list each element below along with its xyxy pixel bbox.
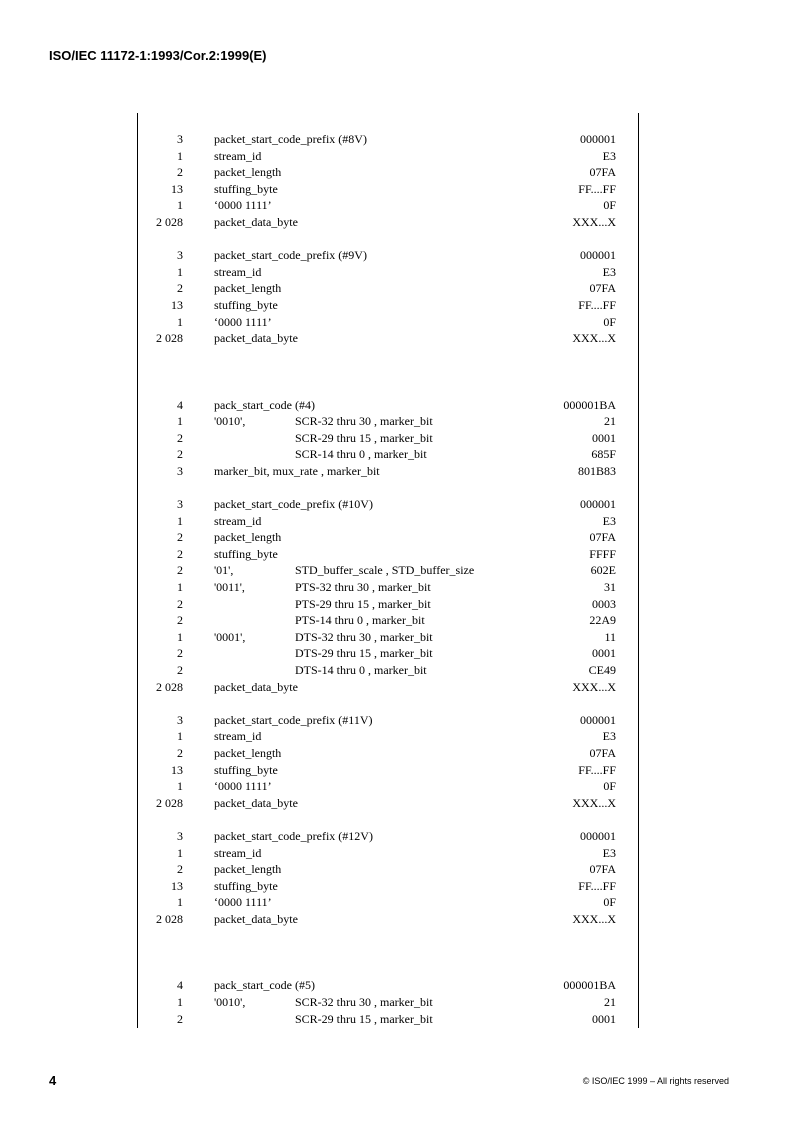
table-row — [138, 513, 638, 530]
field-subdescription: PTS-32 thru 30 , marker_bit — [295, 580, 431, 595]
field-value: 07FA — [589, 281, 616, 296]
field-value: 801B83 — [577, 463, 616, 478]
field-value: 11 — [604, 629, 616, 644]
field-description: packet_length — [214, 281, 282, 296]
row-spacer — [138, 695, 638, 712]
table-row — [138, 878, 638, 895]
byte-count: 3 — [177, 828, 183, 843]
field-value: 07FA — [589, 862, 616, 877]
field-description: stream_id — [214, 845, 262, 860]
byte-count: 2 — [177, 281, 183, 296]
field-description: packet_start_code_prefix (#8V) — [214, 132, 367, 146]
byte-count: 2 — [177, 165, 183, 180]
row-spacer — [138, 811, 638, 828]
field-description: '0011', — [214, 580, 245, 595]
field-description: stuffing_byte — [214, 762, 278, 777]
table-row — [138, 496, 638, 513]
field-value: 000001 — [580, 497, 616, 512]
field-value: E3 — [602, 729, 616, 744]
byte-count: 2 028 — [156, 911, 183, 926]
table-row — [138, 247, 638, 264]
table-row — [138, 197, 638, 214]
byte-count: 1 — [177, 314, 183, 329]
row-spacer — [138, 231, 638, 248]
byte-count: 2 — [177, 745, 183, 760]
byte-count: 1 — [177, 629, 183, 644]
byte-count: 2 028 — [156, 679, 183, 694]
field-description: stream_id — [214, 148, 262, 163]
table-row — [138, 297, 638, 314]
field-value: E3 — [602, 845, 616, 860]
field-subdescription: STD_buffer_scale , STD_buffer_size — [295, 563, 475, 578]
field-value: 21 — [604, 414, 616, 429]
byte-count: 4 — [177, 978, 183, 993]
byte-count: 2 028 — [156, 214, 183, 229]
field-description: packet_start_code_prefix (#11V) — [214, 712, 373, 727]
field-value: 000001BA — [563, 978, 616, 993]
byte-count: 1 — [177, 779, 183, 794]
table-row — [138, 977, 638, 994]
table-row — [138, 1011, 638, 1028]
field-description: stuffing_byte — [214, 878, 278, 893]
byte-count: 13 — [171, 181, 183, 196]
byte-count: 3 — [177, 712, 183, 727]
field-description: packet_length — [214, 745, 282, 760]
field-value: FF....FF — [578, 181, 616, 196]
field-description: ‘0000 1111’ — [214, 198, 272, 213]
field-description: packet_data_byte — [214, 795, 298, 810]
field-value: E3 — [602, 148, 616, 163]
byte-count: 4 — [177, 397, 183, 412]
byte-count: 1 — [177, 994, 183, 1009]
byte-count: 13 — [171, 878, 183, 893]
field-value: FF....FF — [578, 762, 616, 777]
field-value: 31 — [604, 580, 616, 595]
table-row — [138, 596, 638, 613]
table-row — [138, 828, 638, 845]
table-row — [138, 795, 638, 812]
field-subdescription: PTS-14 thru 0 , marker_bit — [295, 613, 425, 628]
table-row — [138, 612, 638, 629]
field-value: 0003 — [592, 596, 616, 611]
field-description: packet_start_code_prefix (#10V) — [214, 497, 373, 512]
row-spacer — [138, 928, 638, 978]
byte-count: 2 — [177, 563, 183, 578]
table-row — [138, 529, 638, 546]
field-value: 07FA — [589, 530, 616, 545]
table-row — [138, 762, 638, 779]
field-value: 000001 — [580, 828, 616, 843]
table-right-border — [638, 113, 639, 1028]
byte-count: 13 — [171, 297, 183, 312]
table-row — [138, 911, 638, 928]
byte-count: 2 — [177, 646, 183, 661]
byte-count: 2 — [177, 862, 183, 877]
field-subdescription: DTS-32 thru 30 , marker_bit — [295, 629, 433, 644]
table-row — [138, 314, 638, 331]
byte-count: 3 — [177, 248, 183, 263]
field-description: packet_start_code_prefix (#12V) — [214, 828, 373, 843]
field-description: pack_start_code (#5) — [214, 978, 315, 993]
field-subdescription: PTS-29 thru 15 , marker_bit — [295, 596, 431, 611]
page-header: ISO/IEC 11172-1:1993/Cor.2:1999(E) — [49, 48, 267, 63]
field-description: packet_length — [214, 165, 282, 180]
field-subdescription: SCR-29 thru 15 , marker_bit — [295, 430, 433, 445]
field-subdescription: SCR-32 thru 30 , marker_bit — [295, 414, 433, 429]
table-row — [138, 728, 638, 745]
field-value: 0F — [603, 895, 616, 910]
table-row — [138, 214, 638, 231]
field-value: 685F — [591, 447, 616, 462]
field-description: stuffing_byte — [214, 181, 278, 196]
field-value: 000001 — [580, 248, 616, 263]
table-row — [138, 330, 638, 347]
table-row — [138, 712, 638, 729]
field-description: '01', — [214, 563, 234, 578]
byte-count: 13 — [171, 762, 183, 777]
field-value: XXX...X — [572, 679, 616, 694]
table-row — [138, 181, 638, 198]
table-row — [138, 845, 638, 862]
byte-count: 1 — [177, 513, 183, 528]
field-value: 0F — [603, 198, 616, 213]
byte-count: 2 028 — [156, 331, 183, 346]
copyright-notice: © ISO/IEC 1999 – All rights reserved — [582, 1076, 729, 1086]
field-value: XXX...X — [572, 795, 616, 810]
byte-count: 2 — [177, 1011, 183, 1026]
field-description: '0010', — [214, 414, 246, 429]
table-row — [138, 446, 638, 463]
field-description: stream_id — [214, 264, 262, 279]
field-value: 22A9 — [589, 613, 616, 628]
table-row — [138, 148, 638, 165]
field-subdescription: DTS-14 thru 0 , marker_bit — [295, 663, 427, 678]
field-description: packet_data_byte — [214, 911, 298, 926]
field-subdescription: DTS-29 thru 15 , marker_bit — [295, 646, 433, 661]
byte-count: 1 — [177, 148, 183, 163]
field-description: stream_id — [214, 729, 262, 744]
field-value: XXX...X — [572, 214, 616, 229]
field-value: 07FA — [589, 165, 616, 180]
field-value: 602E — [590, 563, 616, 578]
page-number: 4 — [49, 1073, 57, 1088]
table-row — [138, 546, 638, 563]
field-description: ‘0000 1111’ — [214, 895, 272, 910]
table-row — [138, 745, 638, 762]
field-value: 0001 — [592, 1011, 616, 1026]
field-description: '0001', — [214, 629, 246, 644]
table-row — [138, 894, 638, 911]
field-value: 0F — [603, 779, 616, 794]
byte-count: 1 — [177, 198, 183, 213]
field-value: 000001 — [580, 132, 616, 146]
field-value: E3 — [602, 264, 616, 279]
byte-count: 1 — [177, 729, 183, 744]
table-row — [138, 861, 638, 878]
field-description: packet_data_byte — [214, 214, 298, 229]
field-value: XXX...X — [572, 331, 616, 346]
byte-count: 2 — [177, 546, 183, 561]
byte-count: 3 — [177, 463, 183, 478]
table-row — [138, 579, 638, 596]
field-description: marker_bit, mux_rate , marker_bit — [214, 463, 380, 478]
field-subdescription: SCR-29 thru 15 , marker_bit — [295, 1011, 433, 1026]
table-row — [138, 994, 638, 1011]
field-value: FF....FF — [578, 297, 616, 312]
field-description: packet_length — [214, 862, 282, 877]
byte-count: 1 — [177, 580, 183, 595]
table-row — [138, 397, 638, 414]
field-description: stream_id — [214, 513, 262, 528]
field-description: packet_length — [214, 530, 282, 545]
bitstream-syntax-table — [138, 131, 638, 1027]
table-row — [138, 463, 638, 480]
byte-count: 2 — [177, 447, 183, 462]
table-row — [138, 629, 638, 646]
byte-count: 2 — [177, 430, 183, 445]
field-value: 000001 — [580, 712, 616, 727]
field-value: CE49 — [588, 663, 616, 678]
field-subdescription: SCR-32 thru 30 , marker_bit — [295, 994, 433, 1009]
field-description: ‘0000 1111’ — [214, 779, 272, 794]
field-description: '0010', — [214, 994, 246, 1009]
row-spacer — [138, 347, 638, 397]
byte-count: 3 — [177, 132, 183, 146]
table-row — [138, 164, 638, 181]
field-description: stuffing_byte — [214, 546, 278, 561]
field-description: ‘0000 1111’ — [214, 314, 272, 329]
field-value: E3 — [602, 513, 616, 528]
row-spacer — [138, 479, 638, 496]
table-row — [138, 264, 638, 281]
table-row — [138, 645, 638, 662]
byte-count: 2 028 — [156, 795, 183, 810]
field-description: packet_data_byte — [214, 331, 298, 346]
field-description: stuffing_byte — [214, 297, 278, 312]
byte-count: 3 — [177, 497, 183, 512]
field-value: 07FA — [589, 745, 616, 760]
field-description: pack_start_code (#4) — [214, 397, 315, 412]
field-value: 0001 — [592, 430, 616, 445]
field-value: XXX...X — [572, 911, 616, 926]
table-row — [138, 778, 638, 795]
field-subdescription: SCR-14 thru 0 , marker_bit — [295, 447, 427, 462]
field-value: FFFF — [589, 546, 616, 561]
field-value: 000001BA — [563, 397, 616, 412]
table-row — [138, 131, 638, 148]
table-row — [138, 679, 638, 696]
field-description: packet_start_code_prefix (#9V) — [214, 248, 367, 263]
byte-count: 1 — [177, 845, 183, 860]
table-row — [138, 413, 638, 430]
byte-count: 1 — [177, 414, 183, 429]
byte-count: 1 — [177, 264, 183, 279]
byte-count: 2 — [177, 596, 183, 611]
table-row — [138, 280, 638, 297]
byte-count: 2 — [177, 530, 183, 545]
field-value: 21 — [604, 994, 616, 1009]
byte-count: 2 — [177, 613, 183, 628]
table-row — [138, 662, 638, 679]
field-value: 0F — [603, 314, 616, 329]
field-description: packet_data_byte — [214, 679, 298, 694]
field-value: FF....FF — [578, 878, 616, 893]
table-row — [138, 562, 638, 579]
field-value: 0001 — [592, 646, 616, 661]
table-row — [138, 430, 638, 447]
byte-count: 1 — [177, 895, 183, 910]
byte-count: 2 — [177, 663, 183, 678]
